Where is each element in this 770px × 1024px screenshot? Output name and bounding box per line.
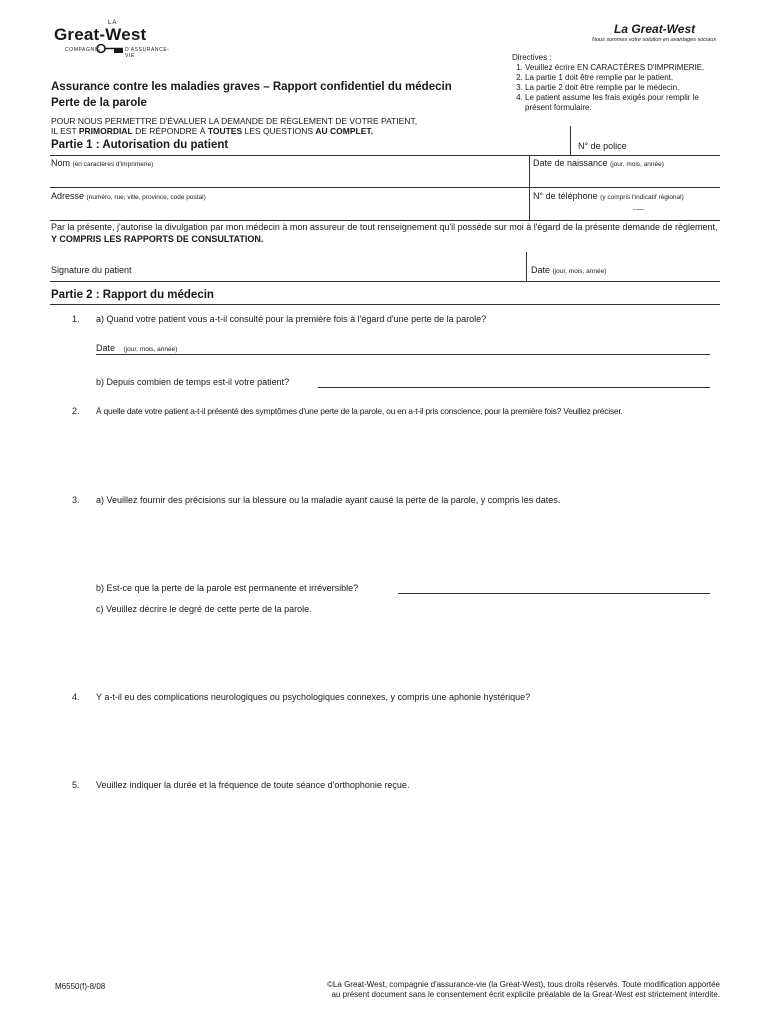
- q3-number: 3.: [72, 495, 80, 505]
- form-subtitle: Perte de la parole: [51, 97, 147, 109]
- q4-number: 4.: [72, 692, 80, 702]
- part1-heading: Partie 1 : Autorisation du patient: [51, 139, 229, 151]
- q1a-text: a) Quand votre patient vous a-t-il consulté pour la première fois à l'égard d'une perte de la parole?: [96, 314, 487, 324]
- logo-small-text: LA: [108, 20, 118, 26]
- name-field[interactable]: Nom (en caractères d'imprimerie): [51, 158, 154, 168]
- birthdate-field[interactable]: Date de naissance (jour, mois, année): [533, 158, 664, 168]
- directive-item: 3. La partie 2 doit être remplie par le médecin.: [525, 83, 727, 93]
- q3c-text: c) Veuillez décrire le degré de cette perte de la parole.: [96, 604, 312, 614]
- signature-date-field[interactable]: Date (jour, mois, année): [531, 265, 607, 275]
- directives-list: [512, 63, 727, 113]
- key-icon: [96, 43, 124, 54]
- q3a-text: a) Veuillez fournir des précisions sur la blessure ou la maladie ayant causé la perte de la parole, y compris les dates.: [96, 495, 561, 505]
- authorization-text: Par la présente, j'autorise la divulgation par mon médecin à mon assureur de tout renseignement qu'il possède sur moi à l'égard de la présente demande de règlement, Y COMPRIS LES RAPPORTS DE CONSULTATION.: [51, 222, 718, 244]
- phone-dash: –––: [633, 206, 644, 213]
- copyright-notice: ©La Great-West, compagnie d'assurance-vie (la Great-West), tous droits réservés. Toute modification apportée au présent document sans le consentement écrit explicite préalable de la Great-West est strictement interdite.: [327, 980, 720, 999]
- form-code: M6550(f)-8/08: [55, 982, 106, 991]
- q1-date-field[interactable]: Date (jour, mois, année): [96, 343, 178, 353]
- q3b-answer-line[interactable]: [398, 593, 710, 594]
- directive-item: 4. Le patient assume les frais exigés pour remplir le présent formulaire.: [525, 93, 727, 113]
- policy-number-label[interactable]: N° de police: [578, 141, 627, 151]
- form-title: Assurance contre les maladies graves – Rapport confidentiel du médecin: [51, 81, 452, 93]
- logo-sub-left: COMPAGNIE: [65, 47, 101, 53]
- q1-number: 1.: [72, 314, 80, 324]
- patient-signature-field[interactable]: Signature du patient: [51, 265, 132, 275]
- intro-line-1: POUR NOUS PERMETTRE D'ÉVALUER LA DEMANDE DE RÈGLEMENT DE VOTRE PATIENT,: [51, 116, 418, 126]
- q5-text: Veuillez indiquer la durée et la fréquence de toute séance d'orthophonie reçue.: [96, 780, 410, 790]
- q1b-answer-line[interactable]: [318, 387, 710, 388]
- brand-tagline: Nous sommes votre solution en avantages sociaux: [592, 37, 717, 43]
- q4-text: Y a-t-il eu des complications neurologiques ou psychologiques connexes, y compris une aphonie hystérique?: [96, 692, 531, 702]
- brand-name: La Great-West: [614, 22, 696, 36]
- directive-item: 2. La partie 1 doit être remplie par le patient.: [525, 73, 727, 83]
- address-field[interactable]: Adresse (numéro, rue, ville, province, code postal): [51, 191, 206, 201]
- directives-heading: Directives :: [512, 53, 552, 62]
- logo-main-text: Great-West: [54, 25, 147, 44]
- intro-line-2: IL EST PRIMORDIAL DE RÉPONDRE À TOUTES LES QUESTIONS AU COMPLET.: [51, 126, 373, 136]
- q5-number: 5.: [72, 780, 80, 790]
- part2-heading: Partie 2 : Rapport du médecin: [51, 289, 214, 301]
- directives-box: [512, 53, 727, 113]
- q3b-text: b) Est-ce que la perte de la parole est permanente et irréversible?: [96, 583, 359, 593]
- phone-field[interactable]: N° de téléphone (y compris l'indicatif régional): [533, 191, 684, 201]
- logo-sub-right: D'ASSURANCE-VIE: [125, 47, 170, 59]
- q1b-text: b) Depuis combien de temps est-il votre patient?: [96, 377, 290, 387]
- company-logo: [52, 20, 172, 59]
- q2-number: 2.: [72, 406, 80, 416]
- q2-text: À quelle date votre patient a-t-il présenté des symptômes d'une perte de la parole, ou en a-t-il pris conscience, pour la première fois? Veuillez préciser.: [96, 406, 623, 416]
- directive-item: 1. Veuillez écrire EN CARACTÈRES D'IMPRIMERIE.: [525, 63, 727, 73]
